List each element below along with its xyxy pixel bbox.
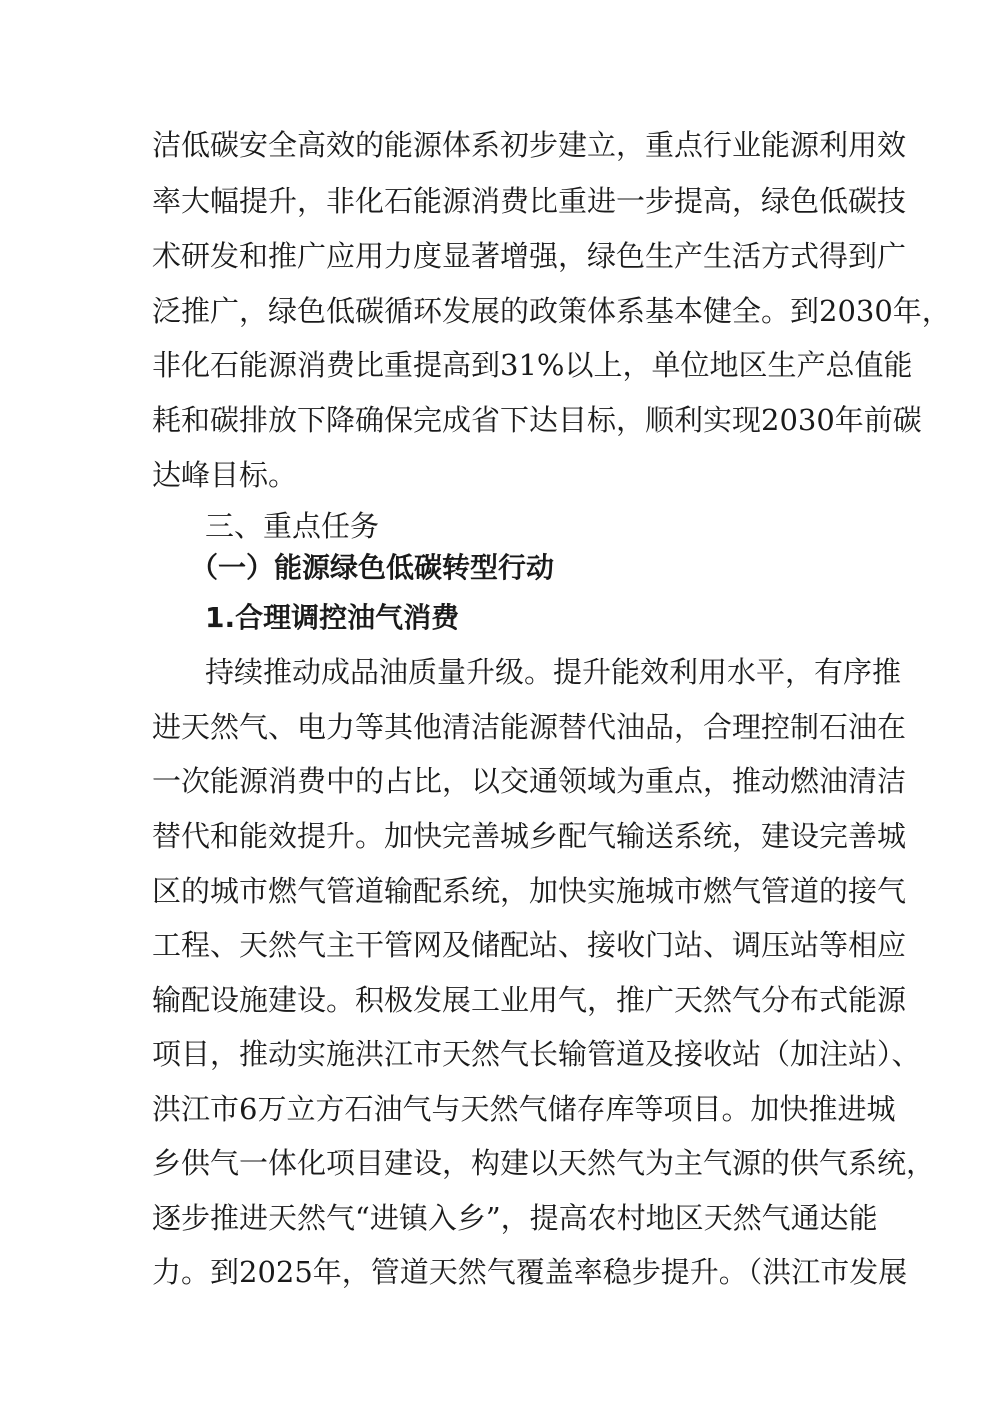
paragraph-line: 术研发和推广应用力度显著增强，绿色生产生活方式得到广 — [152, 239, 907, 273]
paragraph-line: 替代和能效提升。加快完善城乡配气输送系统，建设完善城 — [152, 819, 907, 853]
item-heading: 1.合理调控油气消费 — [205, 601, 460, 634]
paragraph-line: 项目，推动实施洪江市天然气长输管道及接收站（加注站）、 — [152, 1037, 921, 1071]
paragraph-line: 逐步推进天然气“进镇入乡”，提高农村地区天然气通达能 — [152, 1201, 878, 1235]
paragraph-line: 持续推动成品油质量升级。提升能效利用水平，有序推 — [205, 655, 902, 689]
paragraph-line: 泛推广，绿色低碳循环发展的政策体系基本健全。到2030年， — [152, 294, 951, 328]
paragraph-line: 工程、天然气主干管网及储配站、接收门站、调压站等相应 — [152, 928, 907, 962]
paragraph-line: 洪江市6万立方石油气与天然气储存库等项目。加快推进城 — [152, 1092, 896, 1126]
paragraph-line: 非化石能源消费比重提高到31%以上，单位地区生产总值能 — [152, 348, 913, 382]
paragraph-line: 区的城市燃气管道输配系统，加快实施城市燃气管道的接气 — [152, 874, 907, 908]
paragraph-line: 力。到2025年，管道天然气覆盖率稳步提升。（洪江市发展 — [152, 1255, 908, 1289]
paragraph-line: 率大幅提升，非化石能源消费比重进一步提高，绿色低碳技 — [152, 184, 907, 218]
paragraph-line: 乡供气一体化项目建设，构建以天然气为主气源的供气系统， — [152, 1146, 936, 1180]
paragraph-line: 进天然气、电力等其他清洁能源替代油品，合理控制石油在 — [152, 710, 907, 744]
paragraph-line: 洁低碳安全高效的能源体系初步建立，重点行业能源利用效 — [152, 128, 907, 162]
section-heading: 三、重点任务 — [205, 509, 380, 543]
paragraph-line: 输配设施建设。积极发展工业用气，推广天然气分布式能源 — [152, 983, 907, 1017]
paragraph-line: 一次能源消费中的占比，以交通领域为重点，推动燃油清洁 — [152, 764, 907, 798]
paragraph-line: 耗和碳排放下降确保完成省下达目标，顺利实现2030年前碳 — [152, 403, 922, 437]
paragraph-line: 达峰目标。 — [152, 458, 298, 492]
subsection-heading: （一）能源绿色低碳转型行动 — [190, 551, 555, 584]
